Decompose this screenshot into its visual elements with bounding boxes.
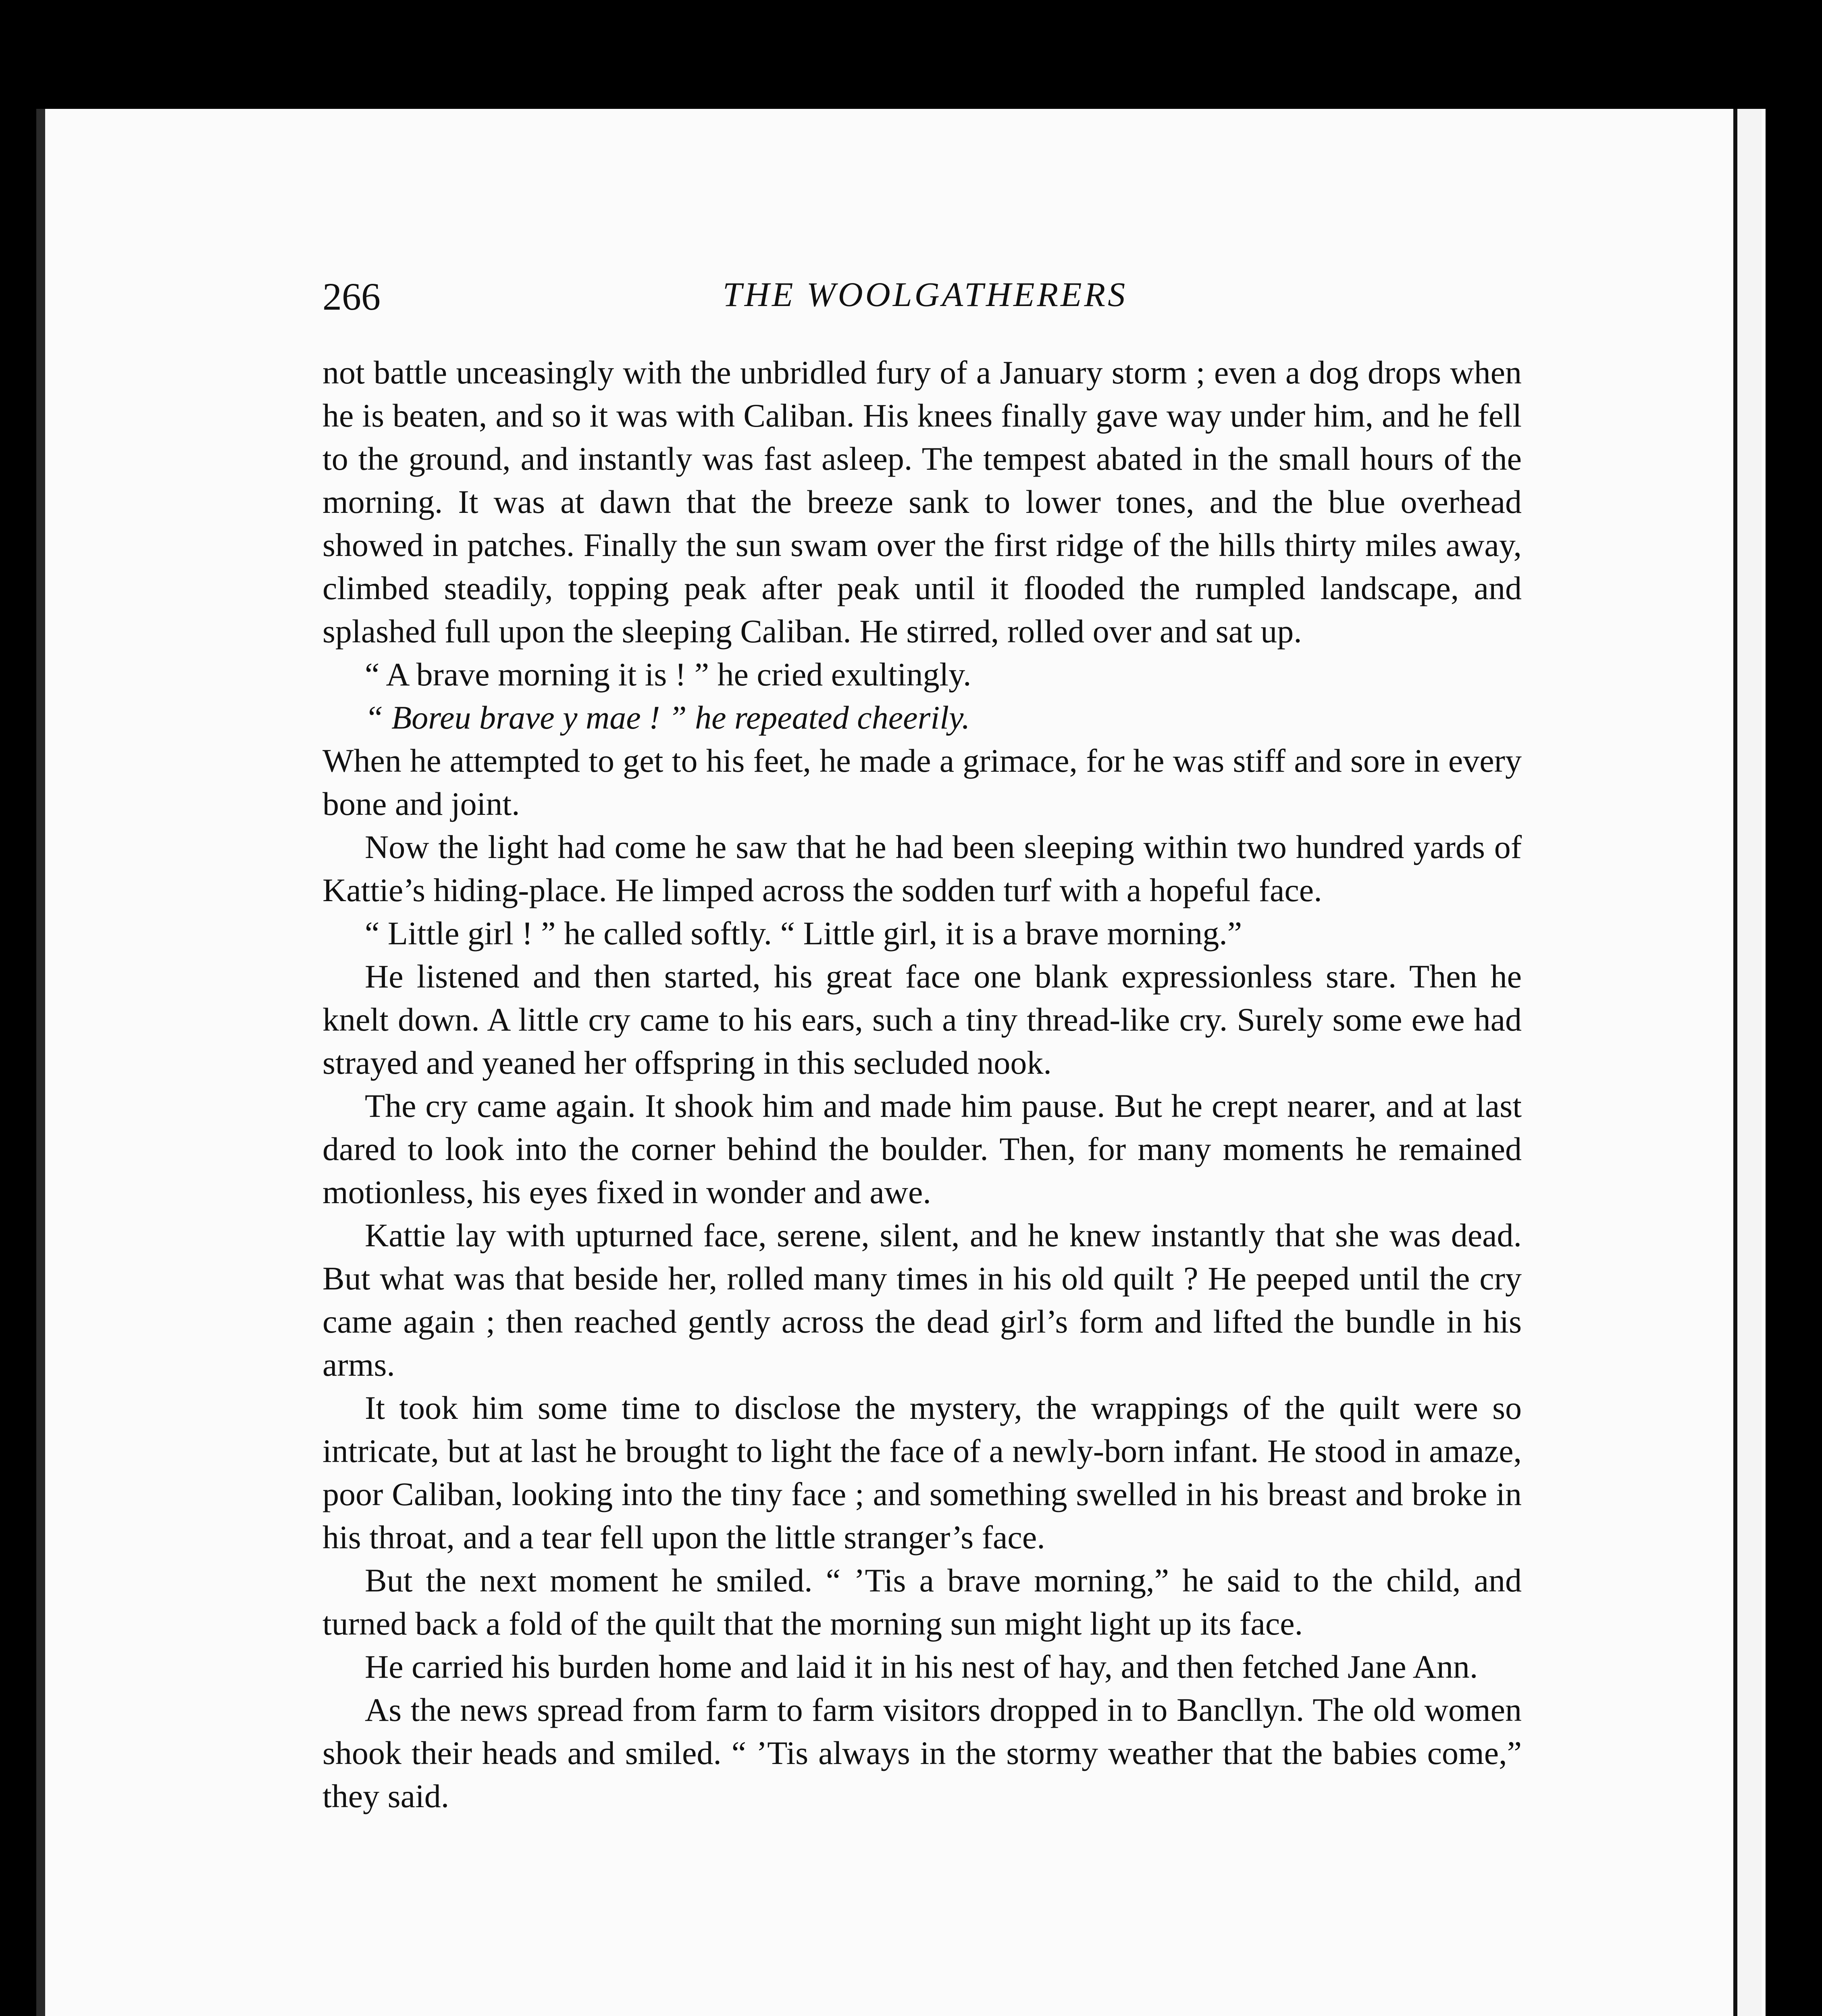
paragraph: It took him some time to disclose the mystery, the wrappings of the quilt were so intricate, but at last he brought to light the face of a newly-born infant. He stood in amaze, poor Caliban, looking into the tiny face ; and something swelled in his breast and broke in his throat, and a tear fell upon the little stranger’s face. — [322, 1389, 1522, 1556]
running-title: THE WOOLGATHERERS — [722, 275, 1128, 314]
paragraph: “ Boreu brave y mae ! ” he repeated cheerily. — [365, 699, 970, 736]
paragraph: Now the light had come he saw that he had been sleeping within two hundred yards of Kattie’s hiding-place. He limped across the sodden turf with a hopeful face. — [322, 829, 1522, 908]
paragraph: The cry came again. It shook him and made him pause. But he crept nearer, and at last dared to look into the corner behind the boulder. Then, for many moments he remained motionless, his eyes fixed in wonder and awe. — [322, 1087, 1522, 1210]
paragraph: “ A brave morning it is ! ” he cried exultingly. — [365, 656, 971, 693]
paragraph: Kattie lay with upturned face, serene, silent, and he knew instantly that she was dead. But what was that beside her, rolled many times in his old quilt ? He peeped until the cry came again ; then reached gently across the dead girl’s form and lifted the bundle in his arms. — [322, 1217, 1522, 1383]
body-text — [322, 351, 1522, 1818]
paragraph: But the next moment he smiled. “ ’Tis a brave morning,” he said to the child, and turned back a fold of the quilt that the morning sun might light up its face. — [322, 1562, 1522, 1642]
paragraph: As the news spread from farm to farm visitors dropped in to Bancllyn. The old women shook their heads and smiled. “ ’Tis always in the stormy weather that the babies come,” they said. — [322, 1691, 1522, 1814]
paragraph: not battle unceasingly with the unbridled fury of a January storm ; even a dog drops when he is beaten, and so it was with Caliban. His knees finally gave way under him, and he fell to the ground, and instantly was fast asleep. The tempest abated in the small hours of the morning. It was at dawn that the breeze sank to lower tones, and the blue overhead showed in patches. Finally the sun swam over the first ridge of the hills thirty miles away, climbed steadily, topping peak after peak until it flooded the rumpled landscape, and splashed full upon the sleeping Caliban. He stirred, rolled over and sat up. — [322, 354, 1522, 650]
paragraph: “ Little girl ! ” he called softly. “ Little girl, it is a brave morning.” — [365, 915, 1242, 952]
paragraph: He listened and then started, his great face one blank expressionless stare. Then he knelt down. A little cry came to his ears, such a tiny thread-like cry. Surely some ewe had strayed and yeaned her offspring in this secluded nook. — [322, 958, 1522, 1081]
paragraph: He carried his burden home and laid it in his nest of hay, and then fetched Jane Ann. — [365, 1648, 1478, 1685]
page-number: 266 — [322, 275, 381, 318]
page-header — [322, 274, 1528, 323]
page-edge — [1733, 109, 1762, 2016]
paragraph: When he attempted to get to his feet, he made a grimace, for he was stiff and sore in every bone and joint. — [322, 742, 1522, 822]
